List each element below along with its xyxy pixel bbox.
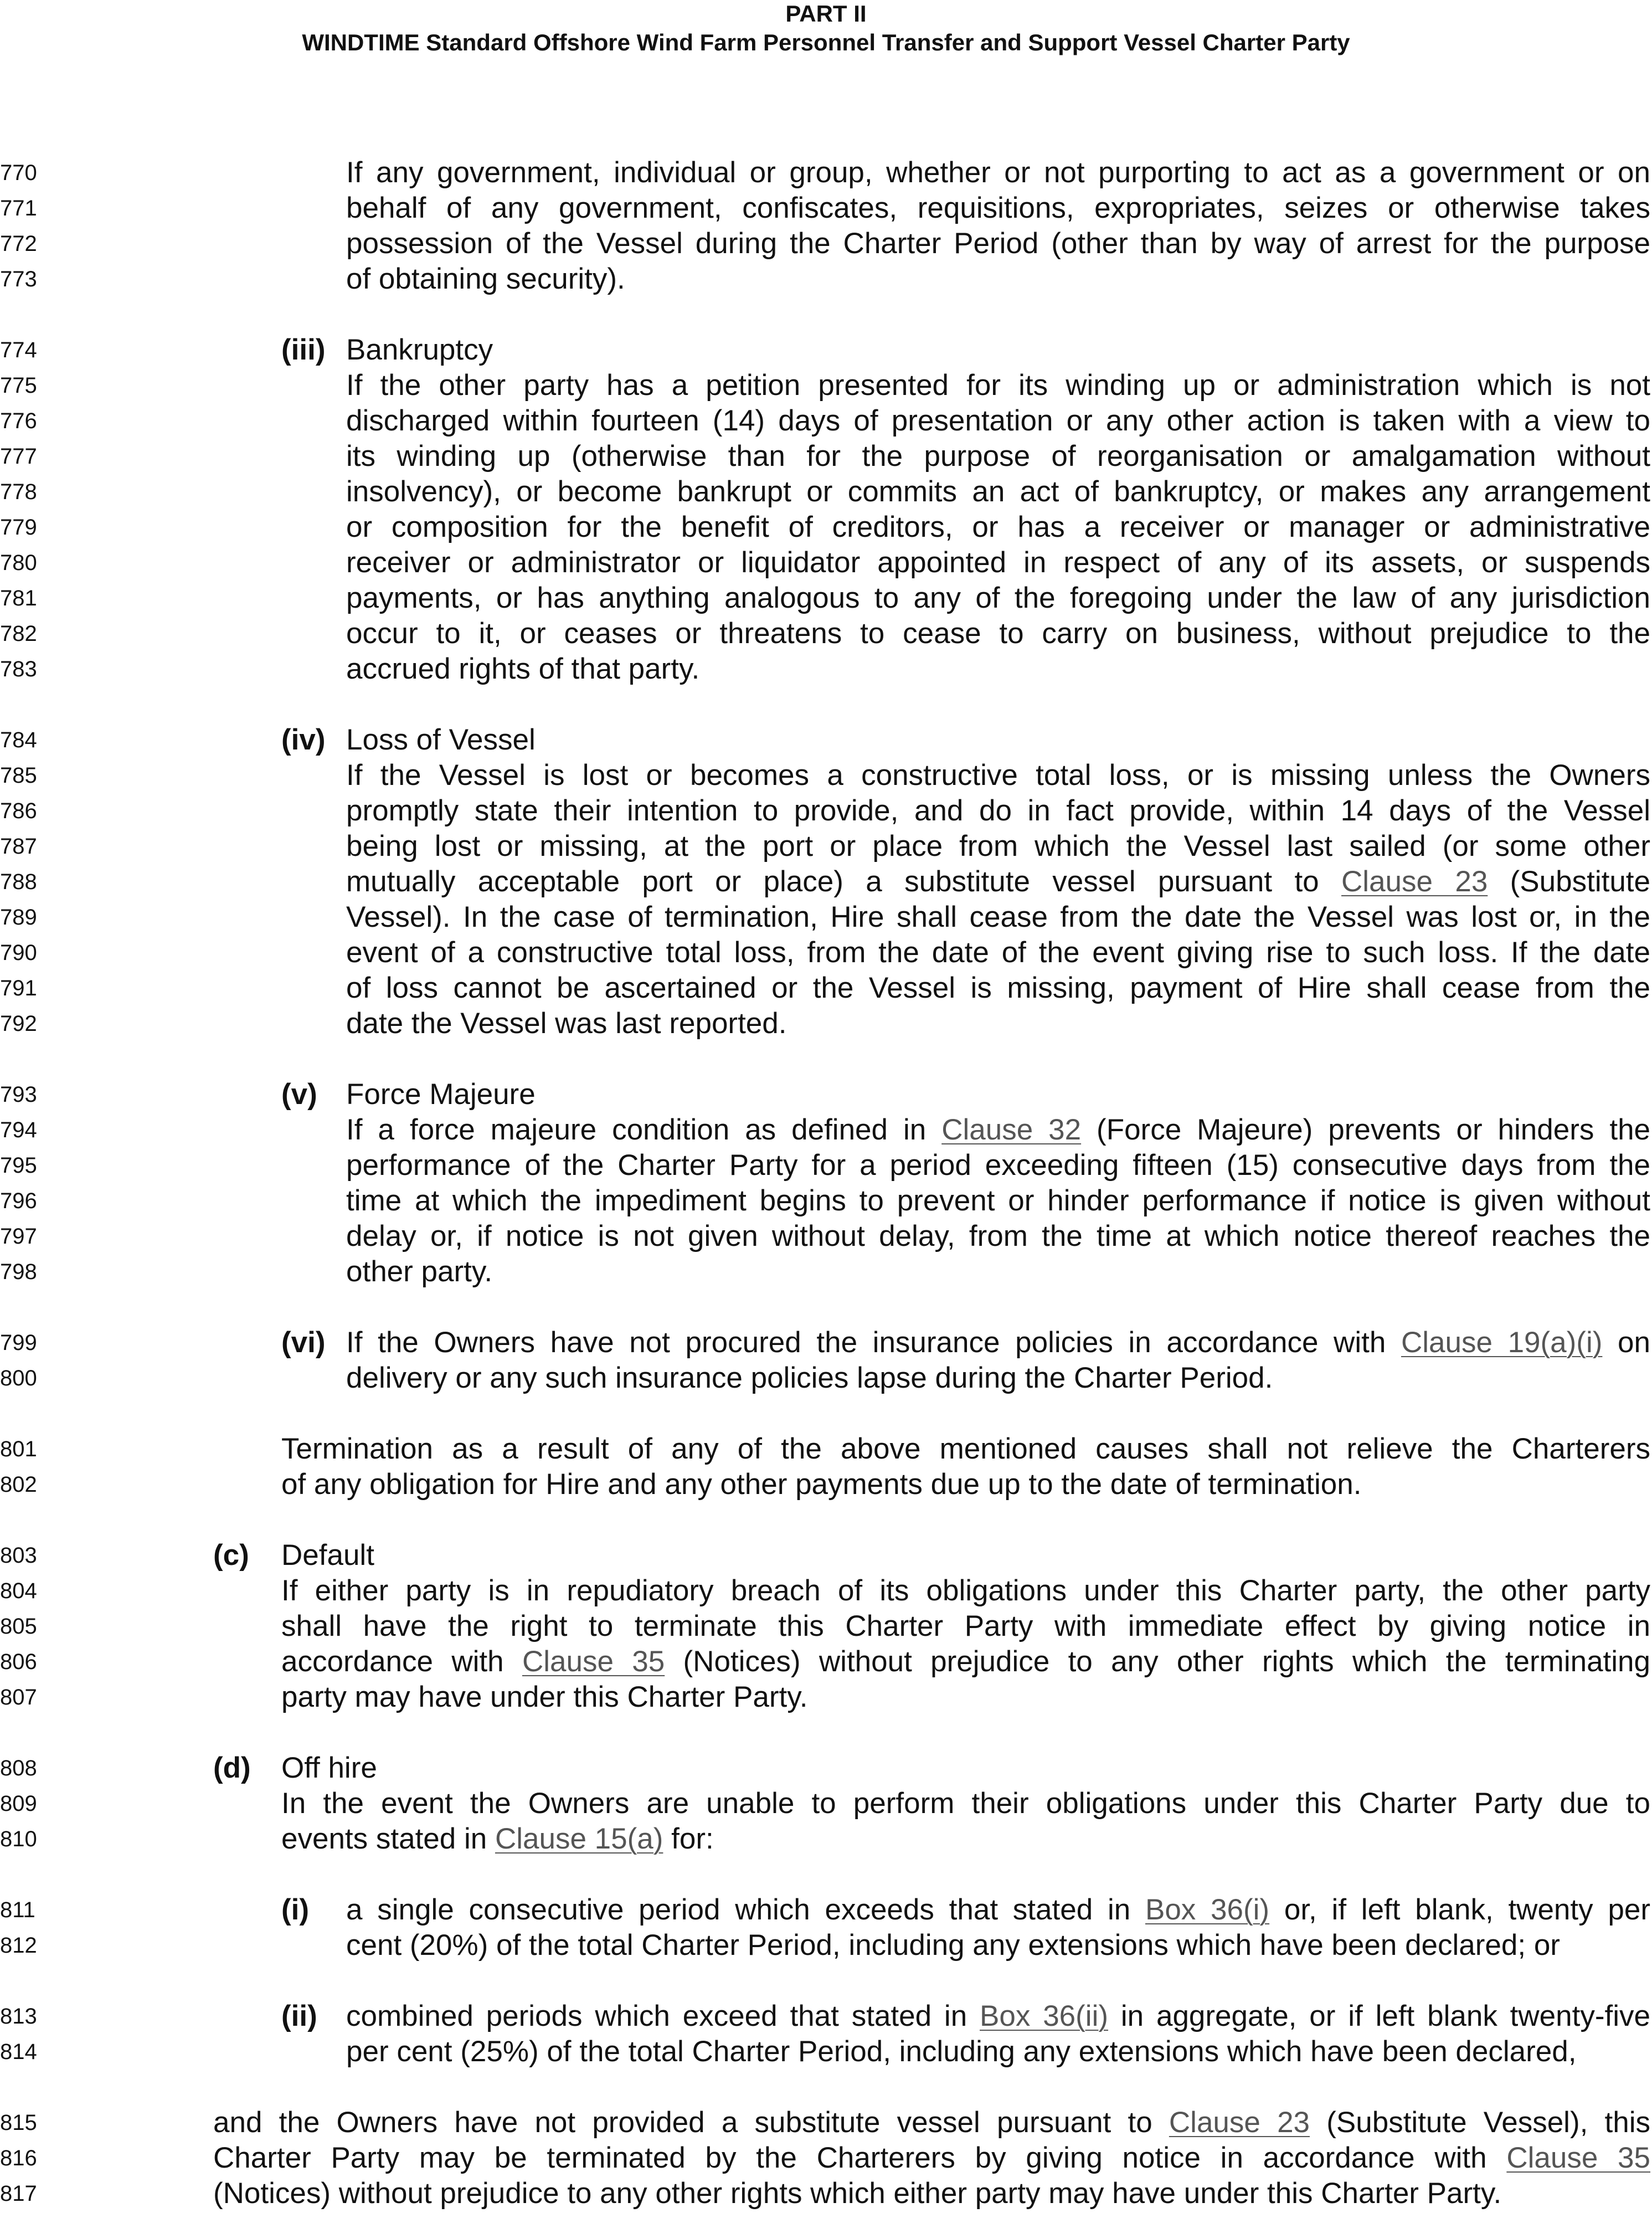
clause-reference-link[interactable]: Clause 35 <box>1506 2142 1650 2174</box>
clause-marker: (d) <box>213 1752 251 1784</box>
line-number: 778 <box>0 480 37 504</box>
line-number: 808 <box>0 1756 37 1780</box>
part-heading: PART II <box>785 1 867 27</box>
text-segment: Bankruptcy <box>346 333 493 366</box>
text-line <box>281 1680 1650 1715</box>
line-number: 790 <box>0 941 37 965</box>
text-segment: If the Owners have not procured the insurance policies in accordance with <box>346 1326 1401 1359</box>
line-number: 773 <box>0 267 37 291</box>
text-segment: party may have under this Charter Party. <box>281 1681 808 1713</box>
line-number: 774 <box>0 338 37 362</box>
text-segment: per cent (25%) of the total Charter Period, including any extensions which have been declared, <box>346 2035 1577 2068</box>
clause-marker: (iv) <box>281 723 326 756</box>
text-line <box>346 1219 1650 1254</box>
text-segment: accrued rights of that party. <box>346 653 700 685</box>
text-line <box>346 1360 1650 1396</box>
text-segment: Default <box>281 1539 374 1572</box>
line-number: 817 <box>0 2181 37 2206</box>
clause-reference-link[interactable]: Box 36(ii) <box>980 2000 1109 2032</box>
text-line <box>346 971 1650 1006</box>
text-segment: behalf of any government, confiscates, requisitions, expropriates, seizes or otherwise takes <box>346 192 1650 224</box>
line-number: 786 <box>0 799 37 823</box>
clause-marker: (i) <box>281 1893 310 1926</box>
line-number: 810 <box>0 1827 37 1851</box>
line-number: 812 <box>0 1933 37 1958</box>
line-number: 782 <box>0 622 37 646</box>
line-number: 784 <box>0 728 37 752</box>
text-line <box>213 2105 1650 2140</box>
line-number: 816 <box>0 2146 37 2170</box>
text-segment: events stated in <box>281 1822 495 1855</box>
text-segment: combined periods which exceed that stated in <box>346 2000 980 2032</box>
text-segment: its winding up (otherwise than for the purpose of reorganisation or amalgamation without <box>346 440 1650 473</box>
text-line <box>346 793 1650 829</box>
text-line <box>346 1325 1650 1360</box>
line-number: 788 <box>0 870 37 894</box>
line-number: 803 <box>0 1543 37 1568</box>
clause-marker: (ii) <box>281 2000 317 2032</box>
line-number: 783 <box>0 657 37 681</box>
text-segment: possession of the Vessel during the Charter Period (other than by way of arrest for the purpose <box>346 227 1650 260</box>
clause-marker: (vi) <box>281 1326 326 1359</box>
text-line <box>346 616 1650 651</box>
text-segment: If a force majeure condition as defined in <box>346 1113 942 1146</box>
line-number: 787 <box>0 834 37 859</box>
text-line <box>346 651 1650 687</box>
line-number: 809 <box>0 1791 37 1816</box>
text-segment: of any obligation for Hire and any other payments due up to the date of termination. <box>281 1468 1362 1501</box>
text-segment: accordance with <box>281 1645 522 1678</box>
text-line <box>346 722 1650 758</box>
text-segment: of loss cannot be ascertained or the Vessel is missing, payment of Hire shall cease from the <box>346 972 1650 1004</box>
text-line <box>346 829 1650 864</box>
line-number: 807 <box>0 1685 37 1709</box>
text-segment: If the Vessel is lost or becomes a constructive total loss, or is missing unless the Owners <box>346 759 1650 792</box>
text-line <box>281 1538 1650 1573</box>
text-line <box>346 581 1650 616</box>
text-segment: a single consecutive period which exceeds that stated in <box>346 1893 1145 1926</box>
text-segment: other party. <box>346 1255 493 1288</box>
text-line <box>346 1892 1650 1928</box>
text-segment: insolvency), or become bankrupt or commits an act of bankruptcy, or makes any arrangement <box>346 475 1650 508</box>
text-line <box>346 545 1650 581</box>
clause-reference-link[interactable]: Clause 35 <box>522 1645 665 1678</box>
text-line <box>346 439 1650 474</box>
text-line <box>281 1750 1650 1786</box>
line-number: 779 <box>0 515 37 540</box>
text-segment: performance of the Charter Party for a period exceeding fifteen (15) consecutive days from the <box>346 1149 1650 1182</box>
text-segment: in aggregate, or if left blank twenty-five <box>1108 2000 1650 2032</box>
text-segment: (Notices) without prejudice to any other rights which the terminating <box>665 1645 1650 1678</box>
line-number: 770 <box>0 161 37 185</box>
text-line <box>281 1821 1650 1857</box>
clause-reference-link[interactable]: Clause 23 <box>1341 865 1488 898</box>
line-number: 777 <box>0 444 37 469</box>
line-number: 794 <box>0 1118 37 1142</box>
clause-reference-link[interactable]: Clause 15(a) <box>495 1822 663 1855</box>
text-segment: If the other party has a petition presented for its winding up or administration which is not <box>346 369 1650 402</box>
text-line <box>281 1467 1650 1502</box>
line-number: 775 <box>0 373 37 398</box>
text-line <box>346 510 1650 545</box>
text-segment: on <box>1602 1326 1650 1359</box>
line-number: 780 <box>0 551 37 575</box>
document-title: WINDTIME Standard Offshore Wind Farm Personnel Transfer and Support Vessel Charter Party <box>302 29 1350 55</box>
text-line <box>346 1148 1650 1183</box>
text-line <box>346 191 1650 226</box>
line-number: 802 <box>0 1472 37 1497</box>
line-number: 789 <box>0 905 37 930</box>
line-number: 813 <box>0 2004 37 2029</box>
clause-marker: (v) <box>281 1078 317 1111</box>
text-segment: event of a constructive total loss, from the date of the event giving rise to such loss. If the date <box>346 936 1650 969</box>
text-line <box>346 1077 1650 1112</box>
text-line <box>346 403 1650 439</box>
text-line <box>346 935 1650 971</box>
text-line <box>346 368 1650 403</box>
text-segment: or, if left blank, twenty per <box>1269 1893 1650 1926</box>
text-line <box>346 1254 1650 1290</box>
text-segment: and the Owners have not provided a substitute vessel pursuant to <box>213 2106 1169 2139</box>
text-segment: occur to it, or ceases or threatens to cease to carry on business, without prejudice to the <box>346 617 1650 650</box>
text-segment: shall have the right to terminate this Charter Party with immediate effect by giving notice in <box>281 1610 1650 1642</box>
text-segment: or composition for the benefit of creditors, or has a receiver or manager or administrative <box>346 511 1650 543</box>
clause-marker: (iii) <box>281 333 326 366</box>
text-segment: Termination as a result of any of the above mentioned causes shall not relieve the Charterers <box>281 1433 1650 1465</box>
text-segment: of obtaining security). <box>346 263 625 295</box>
line-number: 796 <box>0 1189 37 1213</box>
text-segment: delivery or any such insurance policies lapse during the Charter Period. <box>346 1362 1273 1394</box>
line-number: 776 <box>0 409 37 433</box>
text-line <box>346 1112 1650 1148</box>
line-number: 801 <box>0 1437 37 1461</box>
text-line <box>346 2034 1650 2070</box>
text-segment: Charter Party may be terminated by the Charterers by giving notice in accordance with <box>213 2142 1507 2174</box>
line-number: 811 <box>0 1898 35 1922</box>
text-line <box>281 1786 1650 1821</box>
text-segment: Off hire <box>281 1752 377 1784</box>
line-number: 814 <box>0 2040 37 2064</box>
text-segment: date the Vessel was last reported. <box>346 1007 787 1040</box>
line-number: 771 <box>0 196 37 220</box>
text-segment: In the event the Owners are unable to perform their obligations under this Charter Party due to <box>281 1787 1650 1820</box>
line-number: 799 <box>0 1331 37 1355</box>
text-segment: time at which the impediment begins to prevent or hinder performance if notice is given without <box>346 1184 1650 1217</box>
text-line <box>346 900 1650 935</box>
text-segment: delay or, if notice is not given without delay, from the time at which notice thereof reaches the <box>346 1220 1650 1252</box>
text-line <box>213 2140 1650 2176</box>
text-line <box>346 226 1650 261</box>
clause-reference-link[interactable]: Clause 32 <box>941 1113 1082 1146</box>
clause-reference-link[interactable]: Clause 23 <box>1169 2106 1310 2139</box>
text-segment: (Force Majeure) prevents or hinders the <box>1081 1113 1650 1146</box>
text-segment: discharged within fourteen (14) days of presentation or any other action is taken with a view to <box>346 404 1650 437</box>
text-segment: Vessel). In the case of termination, Hire shall cease from the date the Vessel was lost or, in the <box>346 901 1650 933</box>
text-line <box>281 1431 1650 1467</box>
line-number: 797 <box>0 1224 37 1249</box>
line-number: 791 <box>0 976 37 1000</box>
text-line <box>346 474 1650 510</box>
text-segment: payments, or has anything analogous to any of the foregoing under the law of any jurisdiction <box>346 582 1650 614</box>
text-segment: Loss of Vessel <box>346 723 536 756</box>
clause-reference-link[interactable]: Clause 19(a)(i) <box>1401 1326 1603 1359</box>
text-segment: cent (20%) of the total Charter Period, including any extensions which have been declared; or <box>346 1929 1560 1962</box>
text-segment: Force Majeure <box>346 1078 536 1111</box>
line-number: 785 <box>0 763 37 788</box>
text-line <box>346 1006 1650 1041</box>
text-segment: for: <box>663 1822 714 1855</box>
text-line <box>346 864 1650 900</box>
text-line <box>346 758 1650 793</box>
line-number: 772 <box>0 232 37 256</box>
text-segment: (Notices) without prejudice to any other rights which either party may have under this Charter Party. <box>213 2177 1502 2210</box>
text-line <box>281 1644 1650 1680</box>
line-number: 793 <box>0 1082 37 1107</box>
text-line <box>213 2176 1650 2211</box>
line-number: 804 <box>0 1579 37 1603</box>
text-segment: being lost or missing, at the port or place from which the Vessel last sailed (or some other <box>346 830 1650 862</box>
clause-reference-link[interactable]: Box 36(i) <box>1145 1893 1270 1926</box>
text-line <box>346 155 1650 191</box>
text-segment: If either party is in repudiatory breach of its obligations under this Charter party, the other party <box>281 1574 1650 1607</box>
text-segment: mutually acceptable port or place) a substitute vessel pursuant to <box>346 865 1342 898</box>
text-segment: receiver or administrator or liquidator appointed in respect of any of its assets, or suspends <box>346 546 1650 579</box>
text-segment: promptly state their intention to provide, and do in fact provide, within 14 days of the Vessel <box>346 794 1650 827</box>
line-number: 798 <box>0 1260 37 1284</box>
line-number: 806 <box>0 1650 37 1674</box>
text-segment: If any government, individual or group, whether or not purporting to act as a government or on <box>346 156 1650 189</box>
text-line <box>346 261 1650 297</box>
text-segment: (Substitute Vessel), this <box>1310 2106 1650 2139</box>
text-line <box>346 332 1650 368</box>
line-number: 792 <box>0 1012 37 1036</box>
clause-marker: (c) <box>213 1539 249 1572</box>
text-segment: (Substitute <box>1488 865 1650 898</box>
text-line <box>281 1573 1650 1609</box>
text-line <box>346 1999 1650 2034</box>
line-number: 800 <box>0 1366 37 1390</box>
line-number: 795 <box>0 1153 37 1178</box>
text-line <box>346 1183 1650 1219</box>
text-line <box>346 1928 1650 1963</box>
text-line <box>281 1609 1650 1644</box>
line-number: 815 <box>0 2111 37 2135</box>
line-number: 781 <box>0 586 37 610</box>
line-number: 805 <box>0 1614 37 1639</box>
